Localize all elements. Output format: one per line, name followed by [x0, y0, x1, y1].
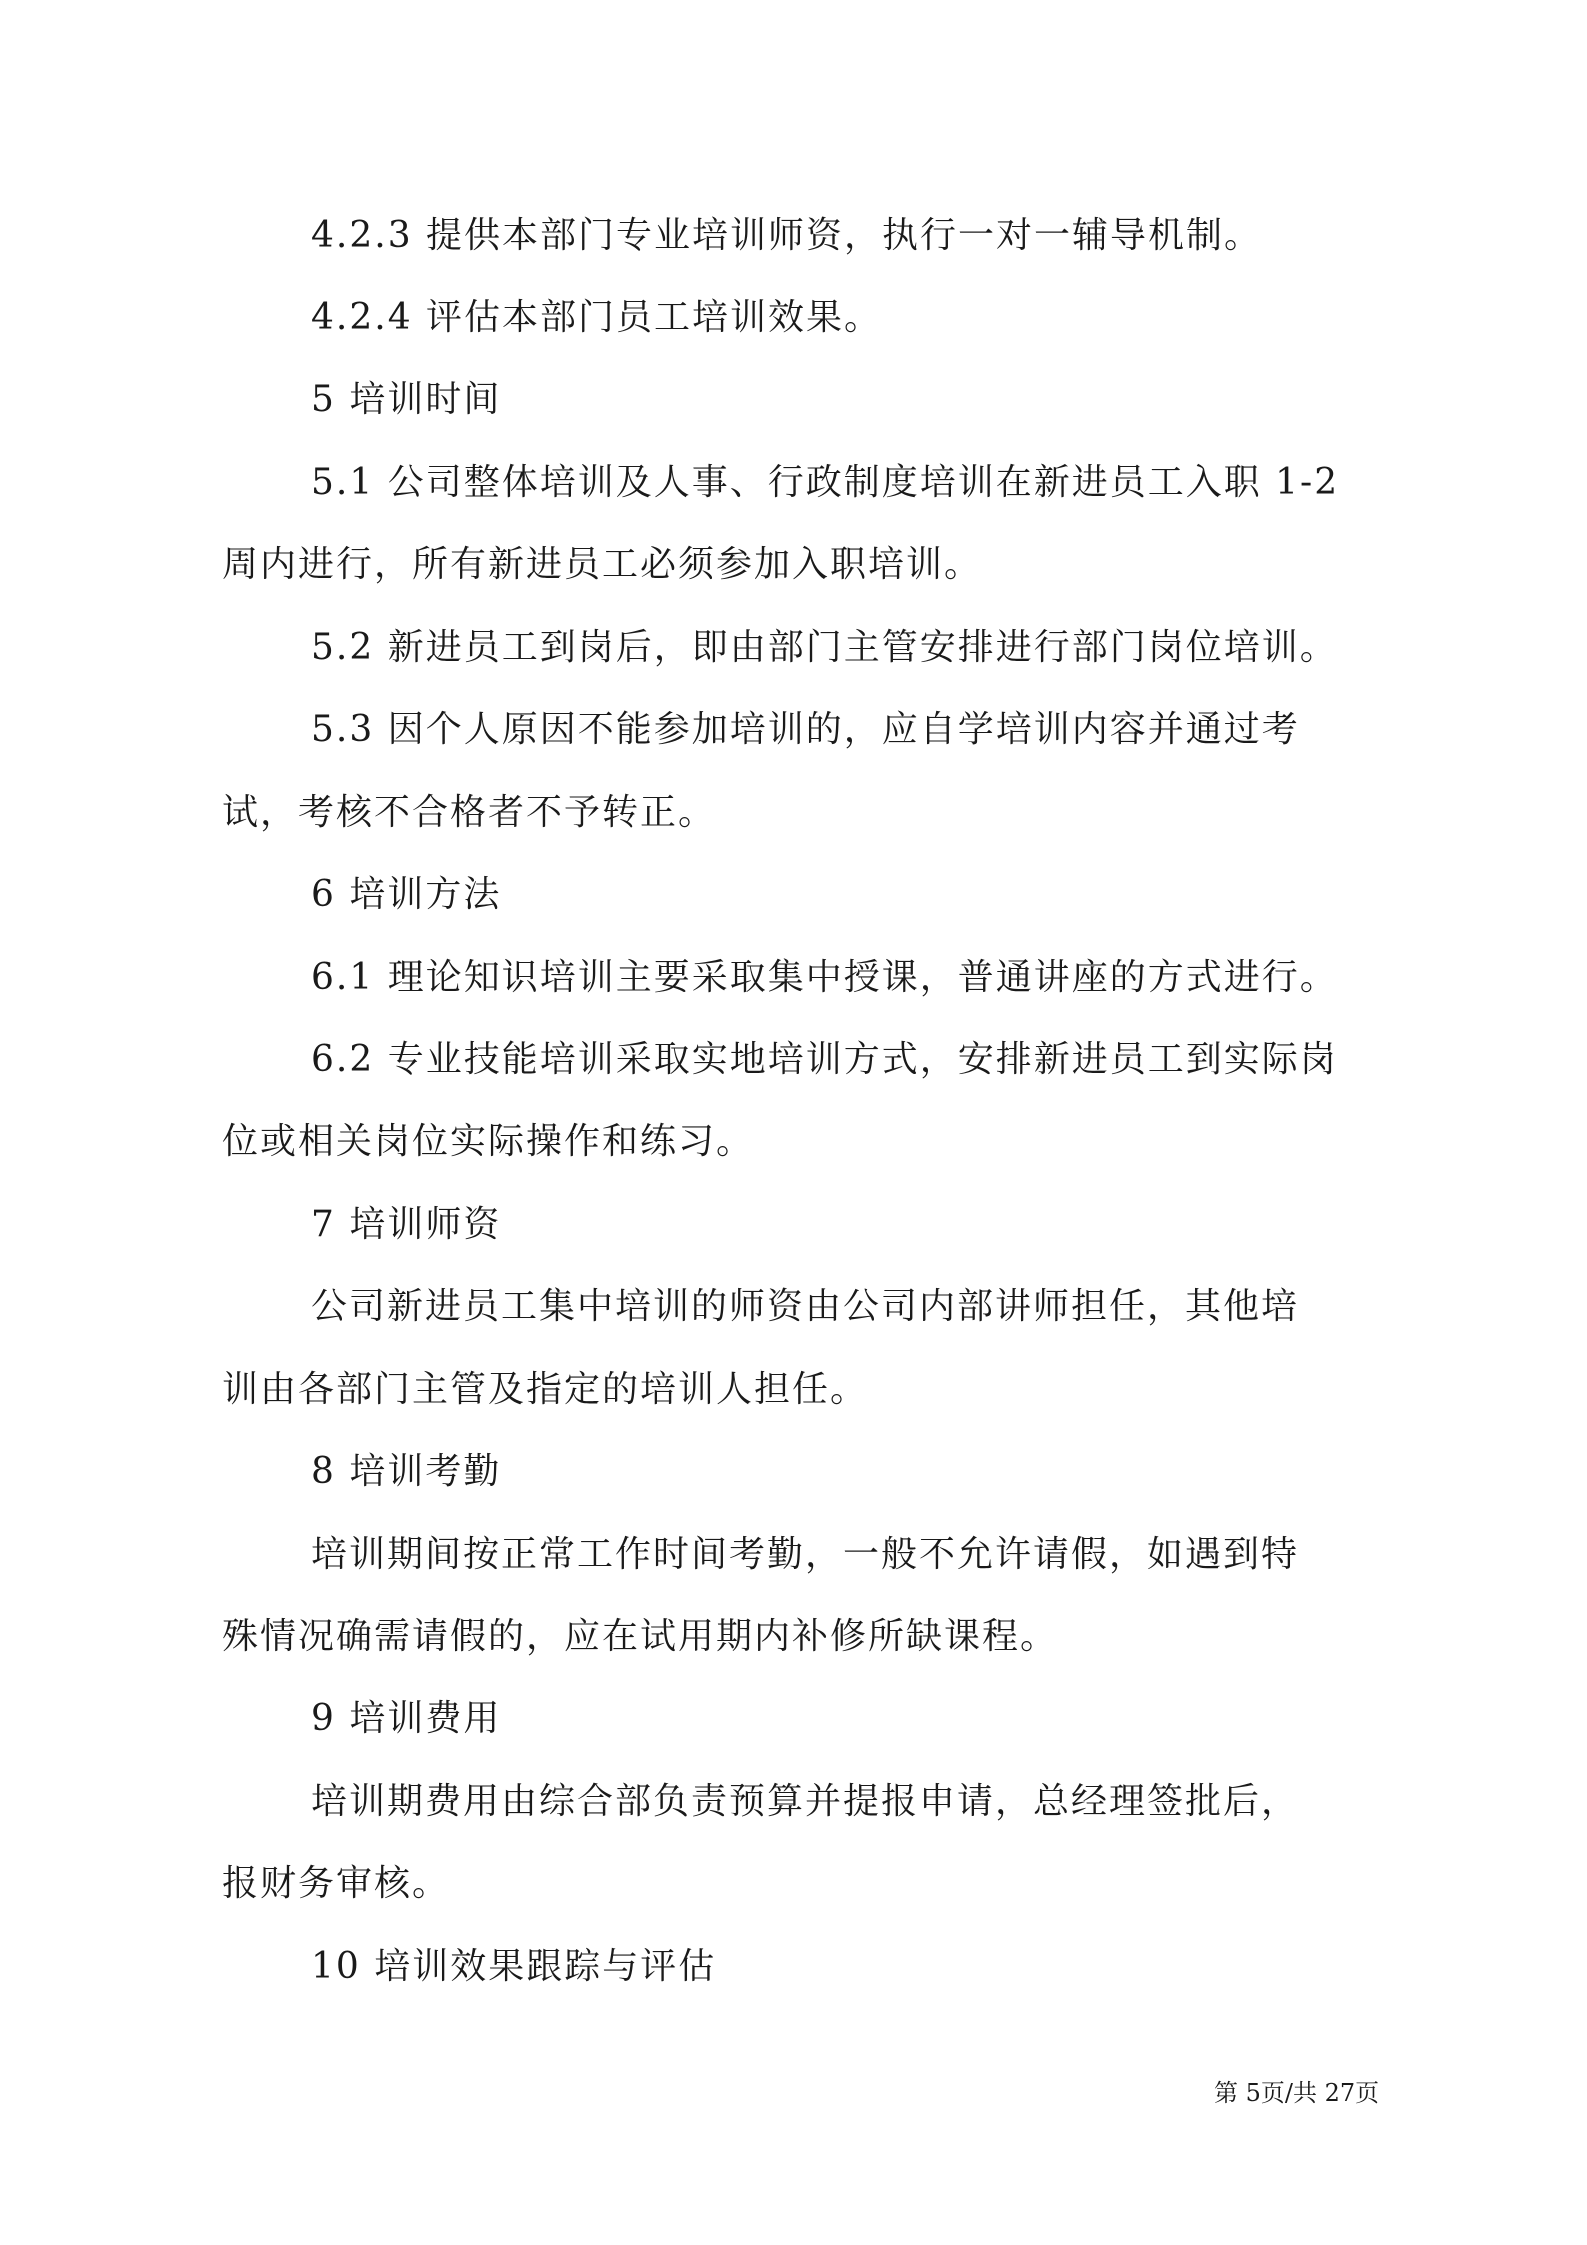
paragraph-5-1-line-1: 5.1 公司整体培训及人事、行政制度培训在新进员工入职 1-2 [311, 462, 1340, 503]
paragraph-7-line-2: 训由各部门主管及指定的培训人担任。 [222, 1369, 869, 1410]
section-heading-5: 5 培训时间 [311, 379, 502, 420]
section-heading-9: 9 培训费用 [311, 1698, 502, 1739]
paragraph-6-2-line-2: 位或相关岗位实际操作和练习。 [222, 1121, 755, 1162]
section-heading-10: 10 培训效果跟踪与评估 [311, 1946, 717, 1987]
paragraph-8-line-1: 培训期间按正常工作时间考勤，一般不允许请假，如遇到特 [311, 1534, 1300, 1575]
paragraph-6-1: 6.1 理论知识培训主要采取集中授课，普通讲座的方式进行。 [311, 957, 1338, 998]
section-heading-6: 6 培训方法 [311, 874, 502, 915]
paragraph-5-1-line-2: 周内进行，所有新进员工必须参加入职培训。 [222, 544, 983, 585]
paragraph-6-2-line-1: 6.2 专业技能培训采取实地培训方式，安排新进员工到实际岗 [311, 1039, 1338, 1080]
paragraph-9-line-1: 培训期费用由综合部负责预算并提报申请，总经理签批后， [311, 1781, 1300, 1822]
section-heading-8: 8 培训考勤 [311, 1451, 502, 1492]
paragraph-7-line-1: 公司新进员工集中培训的师资由公司内部讲师担任，其他培 [311, 1286, 1300, 1327]
section-heading-7: 7 培训师资 [311, 1204, 502, 1245]
paragraph-4-2-4: 4.2.4 评估本部门员工培训效果。 [311, 297, 883, 338]
paragraph-4-2-3: 4.2.3 提供本部门专业培训师资，执行一对一辅导机制。 [311, 215, 1263, 256]
paragraph-8-line-2: 殊情况确需请假的，应在试用期内补修所缺课程。 [222, 1616, 1059, 1657]
paragraph-5-2: 5.2 新进员工到岗后，即由部门主管安排进行部门岗位培训。 [311, 627, 1338, 668]
paragraph-9-line-2: 报财务审核。 [222, 1863, 451, 1904]
paragraph-5-3-line-1: 5.3 因个人原因不能参加培训的，应自学培训内容并通过考 [311, 709, 1300, 750]
page-number: 第 5页/共 27页 [1214, 2079, 1380, 2107]
paragraph-5-3-line-2: 试，考核不合格者不予转正。 [222, 792, 717, 833]
